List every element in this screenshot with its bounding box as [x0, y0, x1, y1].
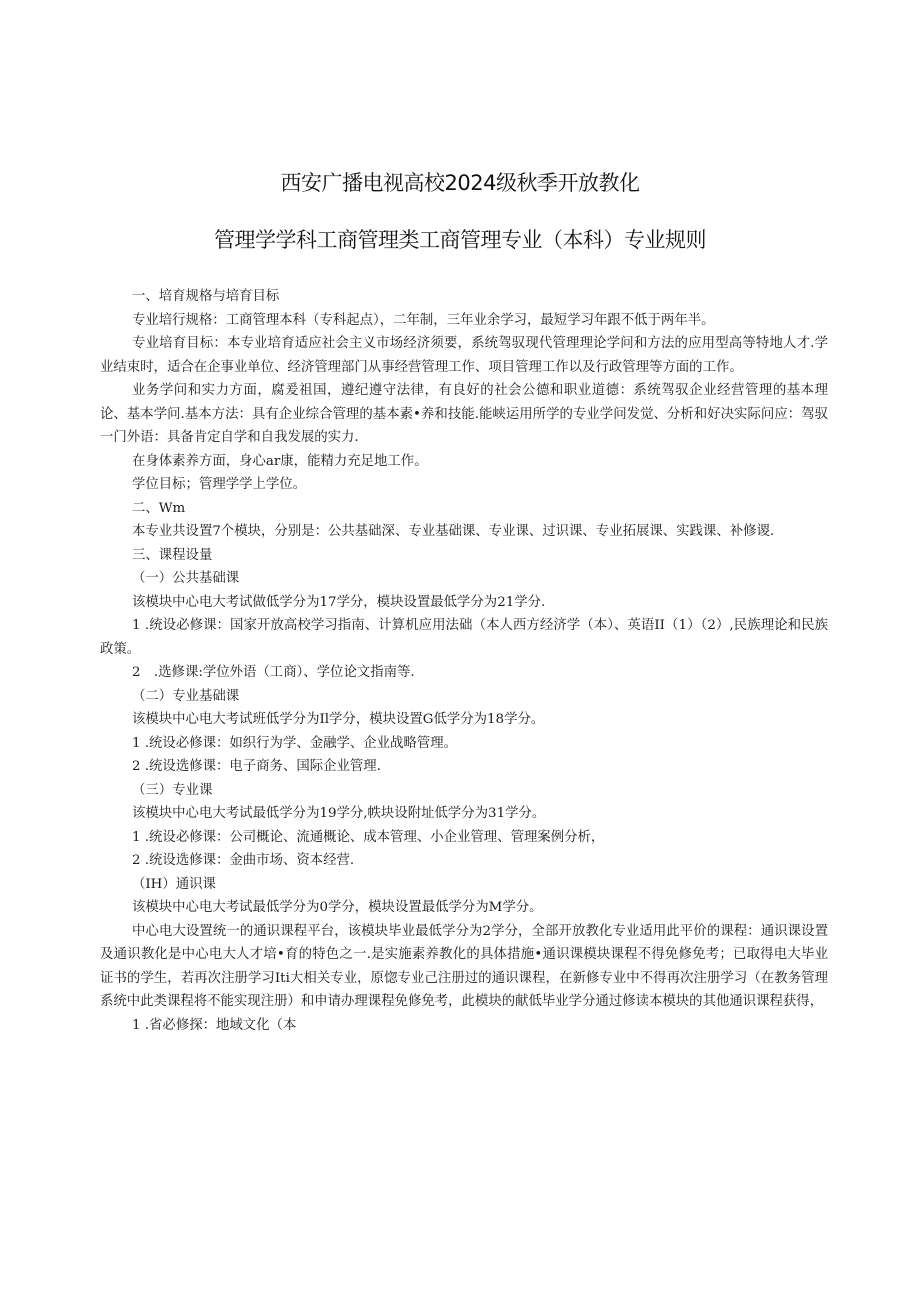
paragraph: 中心电大设置统一的通识课程平台，该模块毕业最低学分为2学分，全部开放教化专业适用此平价的课程：通识课设置及通识教化是中心电大人才培•育的特色之一.是实施素养教化的具体措施•通识课模块课程不得免修免考；已取得电大毕业证书的学生，若再次注册学习Iti大相关专业，原惚专业己注册过的通识课程，在新修专业中不得再次注册学习（在教务管理系统中此类课程将不能实现注册）和申请办理课程免修免考，此模块的献低毕业学分通过修读本模块的其他通识课程获得，	[100, 923, 828, 1009]
document-body	[100, 285, 828, 1037]
subsection-heading: （一）公共基础课	[132, 571, 240, 586]
section-heading: 三、课程设量	[132, 547, 213, 563]
paragraph: 专业培育目标：本专业培育适应社会主义市场经济须要，系统驾驭现代管理理论学问和方法的应用型高等特地人才.学业结束时，适合在企事业单位、经济管理部门从事经营管理工作、项目管理工作以及行政管理等方面的工作。	[100, 336, 828, 375]
paragraph: 专业培行规格：工商管理本科（专科起点），二年制，三年业余学习，最短学习年跟不低于两年半。	[132, 312, 715, 328]
list-item: 2 .统设选修课：金曲市场、资本经营.	[132, 853, 355, 868]
paragraph: 该模块中心电大考试最低学分为0学分，模块设置最低学分为M学分。	[132, 900, 543, 915]
paragraph: 在身体素养方面，身心ar康，能精力充足地工作。	[132, 453, 428, 469]
list-item: 1 .统设必修课：国家开放高校学习指南、计算机应用法础（本人西方经济学（本）、英语II（1）（2）,民族理论和民族政策。	[100, 618, 828, 657]
list-item: 1 .统设必修课：公司概论、流通概论、成本管理、小企业管理、管理案例分析，	[132, 829, 605, 845]
list-item: 1 .省必修探：地域文化（本	[132, 1017, 297, 1033]
list-item: 2 .统设选修课：电子商务、国际企业管理.	[132, 759, 381, 774]
subsection-heading: （二）专业基础课	[132, 688, 240, 704]
paragraph: 学位目标；管理学学上学位。	[132, 477, 307, 492]
document-title-line-2: 管理学学科工商管理类工商管理专业（本科）专业规则	[214, 228, 706, 252]
paragraph: 本专业共设置7个模块，分别是：公共基础深、专业基础课、专业课、过识课、专业拓展课、实践课、补修谡.	[132, 524, 775, 539]
paragraph: 该模块中心电大考试班低学分为Il学分，模块设置G低学分为18学分。	[132, 712, 545, 727]
list-item: 2 .选修课:学位外语（工商）、学位论文指南等.	[132, 665, 415, 680]
document-title-line-1: 西安广播电视高校2024级秋季开放教化	[280, 171, 640, 195]
paragraph: 该模块中心电大考试做低学分为17学分，模块设置最低学分为21学分.	[132, 594, 546, 610]
subsection-heading: （IH）通识课	[132, 876, 216, 892]
paragraph: 业务学问和实力方面，腐爰祖国，遵纪遵守法律，有良好的社会公德和职业道德：系统驾驭企业经营管理的基本理论、基本学问.基本方法：具有企业综合管理的基本素•养和技能.能峡运用所学的专业学问发觉、分析和好决实际问应：驾驭一门外语：具备肯定自学和自我发展的实力.	[100, 383, 828, 445]
list-item: 1 .统设必修课：如织行为学、金融学、企业战略管理。	[132, 735, 458, 751]
section-heading: 一、培育规格与培育目标	[132, 289, 280, 304]
paragraph: 该模块中心电大考试最低学分为19学分,帙块设附址低学分为31学分。	[132, 806, 546, 821]
section-heading: 二、Wm	[132, 500, 186, 516]
subsection-heading: （三）专业课	[132, 782, 213, 798]
